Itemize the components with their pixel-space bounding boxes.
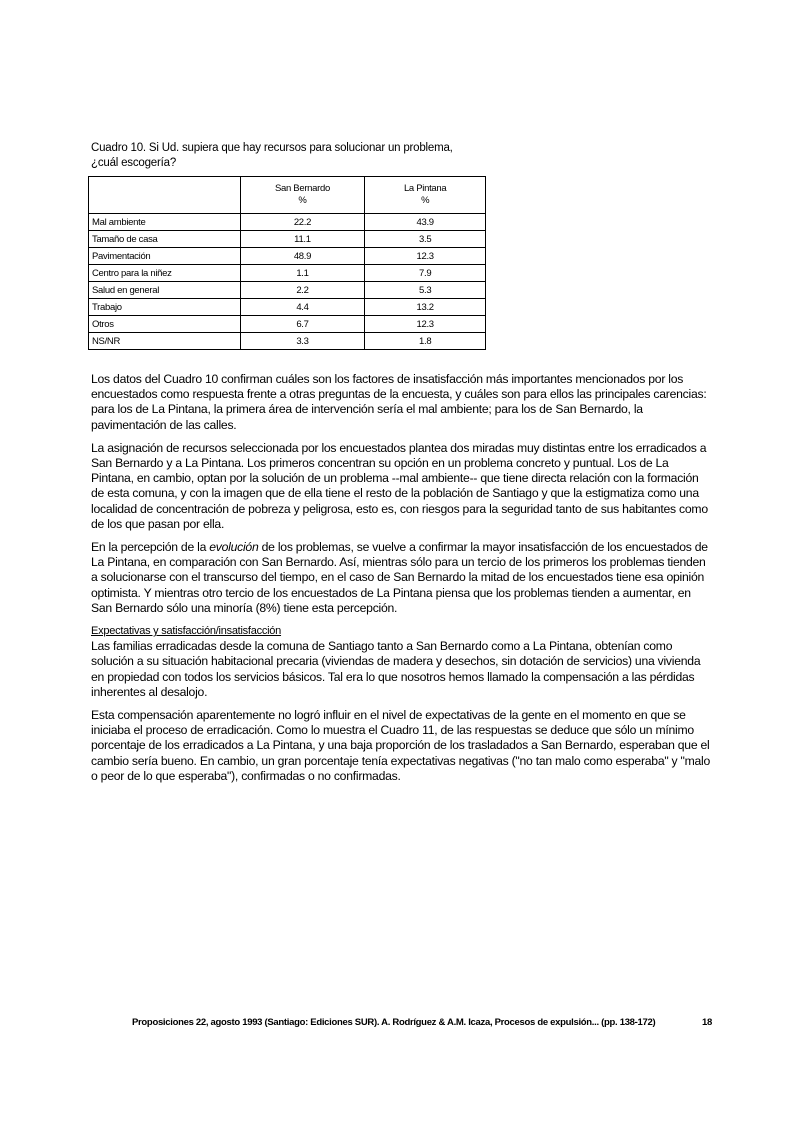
page-footer: [132, 1017, 712, 1028]
paragraph-3-emphasis: evolución: [209, 540, 259, 555]
table-row: [89, 265, 486, 282]
value-la-pintana: 3.5: [365, 231, 486, 248]
header-la-pintana-unit: %: [421, 195, 430, 206]
value-la-pintana: 5.3: [365, 282, 486, 299]
paragraph-3-start: En la percepción de la: [91, 540, 210, 555]
row-label: Otros: [89, 316, 241, 333]
paragraph-3: [91, 540, 713, 616]
table-row: [89, 333, 486, 350]
footer-citation: Proposiciones 22, agosto 1993 (Santiago: Ediciones SUR). A. Rodríguez & A.M. Icaza, Procesos de expulsión... (pp. 138-172): [132, 1017, 656, 1028]
table-row: [89, 282, 486, 299]
value-la-pintana: 1.8: [365, 333, 486, 350]
value-la-pintana: 43.9: [365, 214, 486, 231]
page-number: 18: [702, 1017, 712, 1028]
value-san-bernardo: 6.7: [240, 316, 365, 333]
table-row: [89, 214, 486, 231]
row-label: Pavimentación: [89, 248, 241, 265]
paragraph-2: La asignación de recursos seleccionada por los encuestados plantea dos miradas muy distintas entre los erradicados a San Bernardo y a La Pintana. Los primeros concentran su opción en un problema concreto y puntual. Los de La Pintana, en cambio, optan por la solución de un problema --mal ambiente-- que tiene directa relación con la formación de esta comuna, y con la imagen que de ella tiene el resto de la población de Santiago y que la estigmatiza como una localidad de concentración de pobreza y peligrosa, esto es, con riesgos para la seguridad tanto de sus habitantes como de los que pasan por ella.: [91, 440, 708, 531]
paragraph-1: Los datos del Cuadro 10 confirman cuáles son los factores de insatisfacción más importantes mencionados por los encuestados como respuesta frente a otras preguntas de la encuesta, y cuáles son para ellos las principales carencias: para los de La Pintana, la primera área de intervención sería el mal ambiente; para los de San Bernardo, la pavimentación de las calles.: [91, 372, 707, 432]
table-row: [89, 248, 486, 265]
value-la-pintana: 12.3: [365, 248, 486, 265]
table-row: [89, 231, 486, 248]
header-la-pintana-name: La Pintana: [403, 183, 447, 194]
value-san-bernardo: 1.1: [240, 265, 365, 282]
table-row: [89, 299, 486, 316]
table-header-row: [89, 177, 486, 214]
paragraph-5: Esta compensación aparentemente no logró influir en el nivel de expectativas de la gente en el momento en que se iniciaba el proceso de erradicación. Como lo muestra el Cuadro 11, de las respuestas se deduce que sólo un mínimo porcentaje de los erradicados a La Pintana, y una baja proporción de los trasladados a San Bernardo, esperaban que el cambio sería bueno. En cambio, un gran porcentaje tenía expectativas negativas ("no tan malo como esperaba" y "malo o peor de lo que esperaba"), confirmadas o no confirmadas.: [91, 708, 711, 783]
header-la-pintana: [365, 177, 486, 214]
header-san-bernardo: [240, 177, 365, 214]
value-san-bernardo: 11.1: [240, 231, 365, 248]
caption-line-2: ¿cuál escogería?: [91, 157, 177, 169]
value-san-bernardo: 4.4: [240, 299, 365, 316]
row-label: NS/NR: [89, 333, 241, 350]
row-label: Salud en general: [89, 282, 241, 299]
survey-table: [88, 176, 486, 350]
value-san-bernardo: 48.9: [240, 248, 365, 265]
table-row: [89, 316, 486, 333]
header-san-bernardo-unit: %: [298, 195, 307, 206]
paragraph-3-end: de los problemas, se vuelve a confirmar la mayor insatisfacción de los encuestados de La Pintana, en comparación con San Bernardo. Así, mientras sólo para un tercio de los primeros los problemas tienden a solucionarse con el transcurso del tiempo, en el caso de San Bernardo la mitad de los encuestados tiene esa opinión optimista. Y mientras otro tercio de los encuestados de La Pintana piensa que los problemas tienden a aumentar, en San Bernardo sólo una minoría (8%) tiene esta percepción.: [91, 540, 708, 615]
header-san-bernardo-name: San Bernardo: [274, 183, 330, 194]
value-san-bernardo: 2.2: [240, 282, 365, 299]
row-label: Tamaño de casa: [89, 231, 241, 248]
header-blank: [89, 177, 241, 214]
value-la-pintana: 13.2: [365, 299, 486, 316]
value-san-bernardo: 22.2: [240, 214, 365, 231]
row-label: Centro para la niñez: [89, 265, 241, 282]
value-san-bernardo: 3.3: [240, 333, 365, 350]
section-title: Expectativas y satisfacción/insatisfacción: [91, 625, 282, 638]
body-text: [91, 372, 713, 792]
row-label: Trabajo: [89, 299, 241, 316]
table-caption: [91, 141, 511, 171]
row-label: Mal ambiente: [89, 214, 241, 231]
paragraph-4: Las familias erradicadas desde la comuna de Santiago tanto a San Bernardo como a La Pintana, obtenían como solución a su situación habitacional precaria (viviendas de madera y desechos, sin dotación de servicios) una vivienda en propiedad con todos los servicios básicos. Tal era lo que nosotros hemos llamado la compensación a las pérdidas inherentes al desalojo.: [91, 639, 701, 699]
value-la-pintana: 12.3: [365, 316, 486, 333]
value-la-pintana: 7.9: [365, 265, 486, 282]
caption-line-1: Cuadro 10. Si Ud. supiera que hay recursos para solucionar un problema,: [91, 142, 453, 154]
